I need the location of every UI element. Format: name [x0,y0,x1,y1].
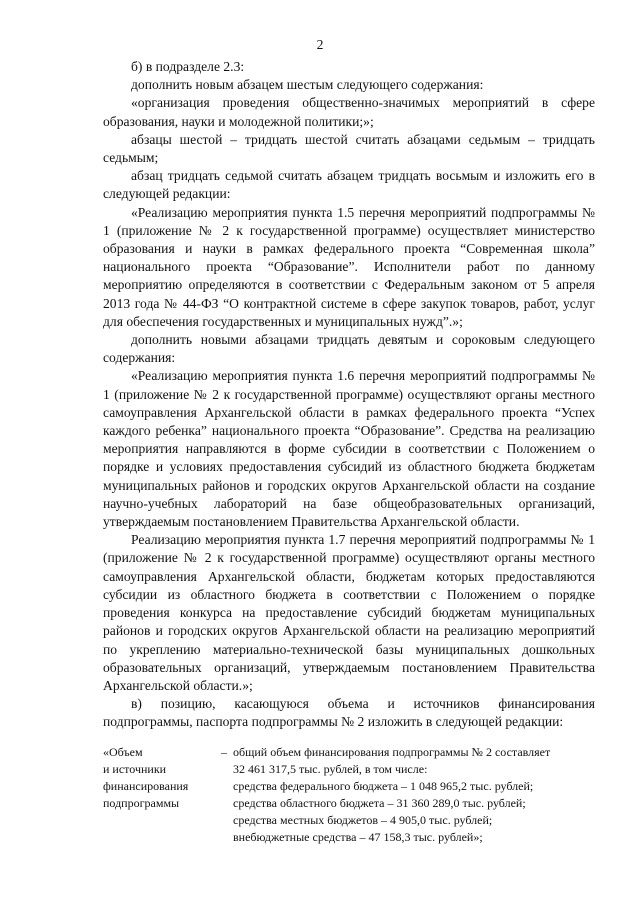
passport-value-line: внебюджетные средства – 47 158,3 тыс. рублей»; [233,830,483,844]
page-number: 2 [316,37,324,52]
passport-value [233,744,595,846]
passport-label-line: и источники [103,762,167,776]
passport-value-line: общий объем финансирования подпрограммы № 2 составляет [233,745,551,759]
paragraph-quote-events: «организация проведения общественно-значимых мероприятий в сфере образования, науки и молодежной политики;»; [103,95,595,129]
passport-label [103,744,215,846]
paragraph-add-39-40: дополнить новыми абзацами тридцать девятым и сороковым следующего содержания: [103,332,595,366]
paragraph-renumber: абзацы шестой – тридцать шестой считать абзацами седьмым – тридцать седьмым; [103,131,595,166]
paragraph-add-sixth: дополнить новым абзацем шестым следующего содержания: [131,77,484,93]
passport-value-line: средства областного бюджета – 31 360 289,0 тыс. рублей; [233,796,526,810]
passport-value-line: средства федерального бюджета – 1 048 965,2 тыс. рублей; [233,779,534,793]
passport-value-line: 32 461 317,5 тыс. рублей, в том числе: [233,762,428,776]
passport-financing-row [103,744,595,846]
passport-label-line: финансирования [103,779,189,793]
passport-label-line: «Объем [103,745,143,759]
body-text [103,58,595,732]
paragraph-quote-1-7: Реализацию мероприятия пункта 1.7 перечня мероприятий подпрограммы № 1 (приложение № 2 к государственной программе) осуществляют органы местного самоуправления Архангельской области, бюджетам которых предоставляются субсидии из областного бюджета в соответствии с Положением о порядке проведения конкурса на предоставление субсидий бюджетам муниципальных районов и городских округов Архангельской области на реализацию мероприятий по укреплению материально-технической базы муниципальных дошкольных образовательных организаций, утверждаемым постановлением Правительства Архангельской области.»; [103,532,595,693]
passport-value-line: средства местных бюджетов – 4 905,0 тыс. рублей; [233,813,493,827]
passport-label-line: подпрограммы [103,796,180,810]
paragraph-item-v: в) позицию, касающуюся объема и источников финансирования подпрограммы, паспорта подпрограммы № 2 изложить в следующей редакции: [103,696,595,730]
paragraph-quote-1-5: «Реализацию мероприятия пункта 1.5 перечня мероприятий подпрограммы № 1 (приложение № 2 к государственной программе) осуществляет министерство образования и науки в рамках федерального проекта “Современная школа” национального проекта “Образование”. Исполнители работ по данному мероприятию определяются в соответствии с Федеральным законом от 5 апреля 2013 года № 44-ФЗ “О контрактной системе в сфере закупок товаров, работ, услуг для обеспечения государственных и муниципальных нужд”.»; [103,204,595,329]
passport-dash: – [221,745,227,759]
paragraph-37th: абзац тридцать седьмой считать абзацем тридцать восьмым и изложить его в следующей редакции: [103,168,595,202]
paragraph-quote-1-6: «Реализацию мероприятия пункта 1.6 перечня мероприятий подпрограммы № 1 (приложение № 2 к государственной программе) осуществляют органы местного самоуправления Архангельской области в рамках федерального проекта “Успех каждого ребенка” национального проекта “Образование”. Средства на реализацию мероприятия направляются в форме субсидии в соответствии с Положением о порядке и условиях предоставления субсидий из областного бюджета бюджетам муниципальных районов и городских округов Архангельской области на создание научно-учебных лабораторий на базе общеобразовательных организаций, утверждаемым постановлением Правительства Архангельской области. [103,368,595,530]
paragraph-subsection-b: б) в подразделе 2.3: [131,59,245,74]
